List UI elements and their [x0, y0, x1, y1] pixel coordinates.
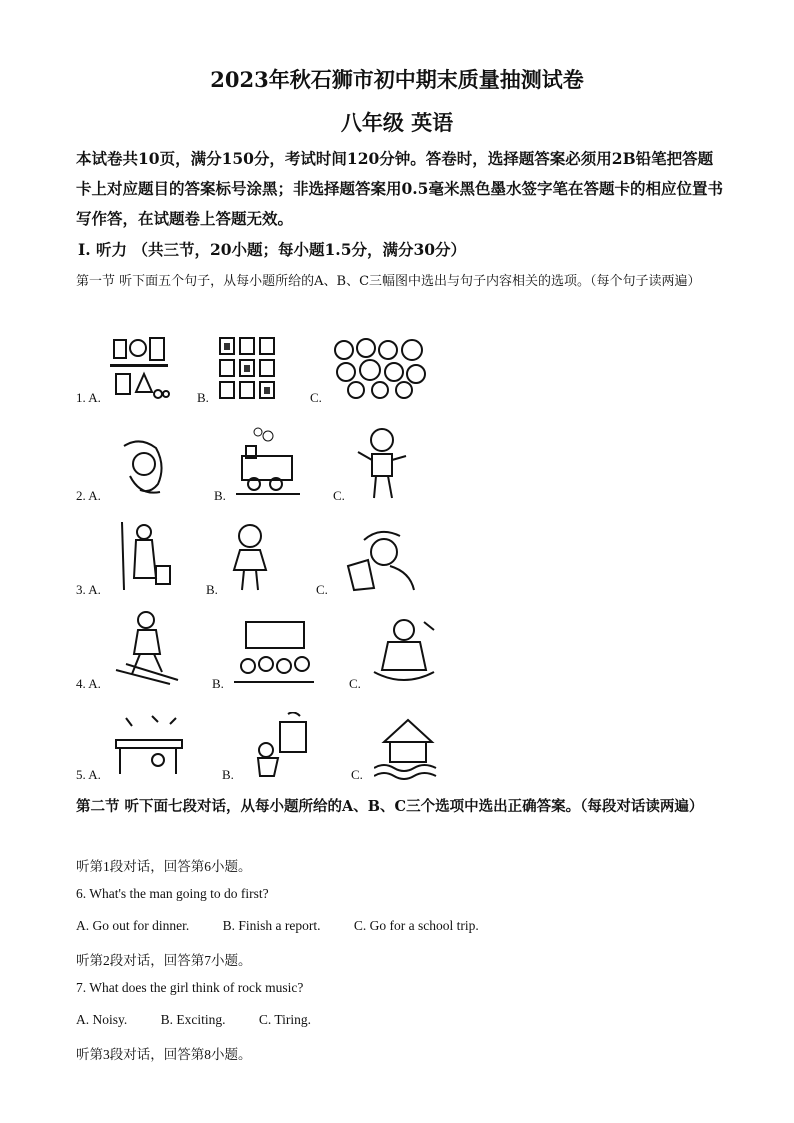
q6-option-c: C. Go for a school trip.: [353, 918, 479, 933]
fire-rescue-picture: [244, 712, 316, 780]
girl-brushing-teeth-picture: [228, 522, 274, 592]
coins-picture: [332, 338, 428, 400]
boy-reading-book-picture: [344, 526, 420, 592]
page-title: 2023年秋石狮市初中期末质量抽测试卷: [210, 67, 584, 92]
question-6: 6. What's the man going to do first?: [76, 886, 269, 901]
q7-option-a: A. Noisy.: [76, 1012, 128, 1027]
q5-label-b: B.: [222, 767, 234, 782]
q2-label-a: 2. A.: [76, 488, 101, 503]
question-6-options: [76, 918, 509, 934]
mopping-woman-picture: [112, 518, 174, 592]
q3-label-c: C.: [316, 582, 328, 597]
q4-label-c: C.: [349, 676, 361, 691]
q5-label-a: 5. A.: [76, 767, 101, 782]
part2-instruction: 第二节 听下面七段对话，从每小题所给的A、B、C三个选项中选出正确答案。（每段对话读两遍）: [76, 798, 704, 815]
q1-label-a: 1. A.: [76, 390, 101, 405]
exam-instructions: 本试卷共10页，满分150分，考试时间120分钟。答卷时，选择题答案必须用2B铅笔把答题卡上对应题目的答案标号涂黑；非选择题答案用0.5毫米黑色墨水签字笔在答题卡的相应位置书写作答，在试题卷上答题无效。: [76, 149, 723, 228]
q7-option-b: B. Exciting.: [160, 1012, 226, 1027]
q5-label-c: C.: [351, 767, 363, 782]
stamps-picture: [218, 336, 278, 400]
q3-label-a: 3. A.: [76, 582, 101, 597]
q4-label-a: 4. A.: [76, 676, 101, 691]
q4-label-b: B.: [212, 676, 224, 691]
section-heading-listening: Ⅰ. 听力 （共三节，20小题；每小题1.5分，满分30分）: [78, 240, 467, 259]
q1-label-c: C.: [310, 390, 322, 405]
dialog3-intro: 听第3段对话，回答第8小题。: [76, 1047, 252, 1062]
q6-option-b: B. Finish a report.: [222, 918, 321, 933]
q6-option-a: A. Go out for dinner.: [76, 918, 190, 933]
q3-label-b: B.: [206, 582, 218, 597]
toys-shelf-picture: [108, 334, 170, 400]
dialog1-intro: 听第1段对话，回答第6小题。: [76, 859, 252, 874]
page-subtitle: 八年级 英语: [340, 110, 454, 135]
flood-house-picture: [374, 710, 440, 780]
girl-doll-picture: [110, 436, 172, 498]
dialog2-intro: 听第2段对话，回答第7小题。: [76, 953, 252, 968]
skiing-boy-picture: [112, 610, 182, 686]
part1-instruction: 第一节 听下面五个句子，从每小题所给的A、B、C三幅图中选出与句子内容相关的选项。（每个句子读两遍）: [76, 274, 701, 289]
dentist-patient-picture: [368, 616, 438, 686]
q1-label-b: B.: [197, 390, 209, 405]
earthquake-desk-picture: [112, 712, 192, 778]
question-7: 7. What does the girl think of rock music?: [76, 980, 304, 995]
q2-label-b: B.: [214, 488, 226, 503]
question-7-options: [76, 1012, 341, 1028]
q2-label-c: C.: [333, 488, 345, 503]
toy-train-picture: [236, 426, 300, 498]
cinema-audience-picture: [234, 618, 314, 686]
robot-figure-picture: [356, 426, 408, 500]
q7-option-c: C. Tiring.: [258, 1012, 312, 1027]
